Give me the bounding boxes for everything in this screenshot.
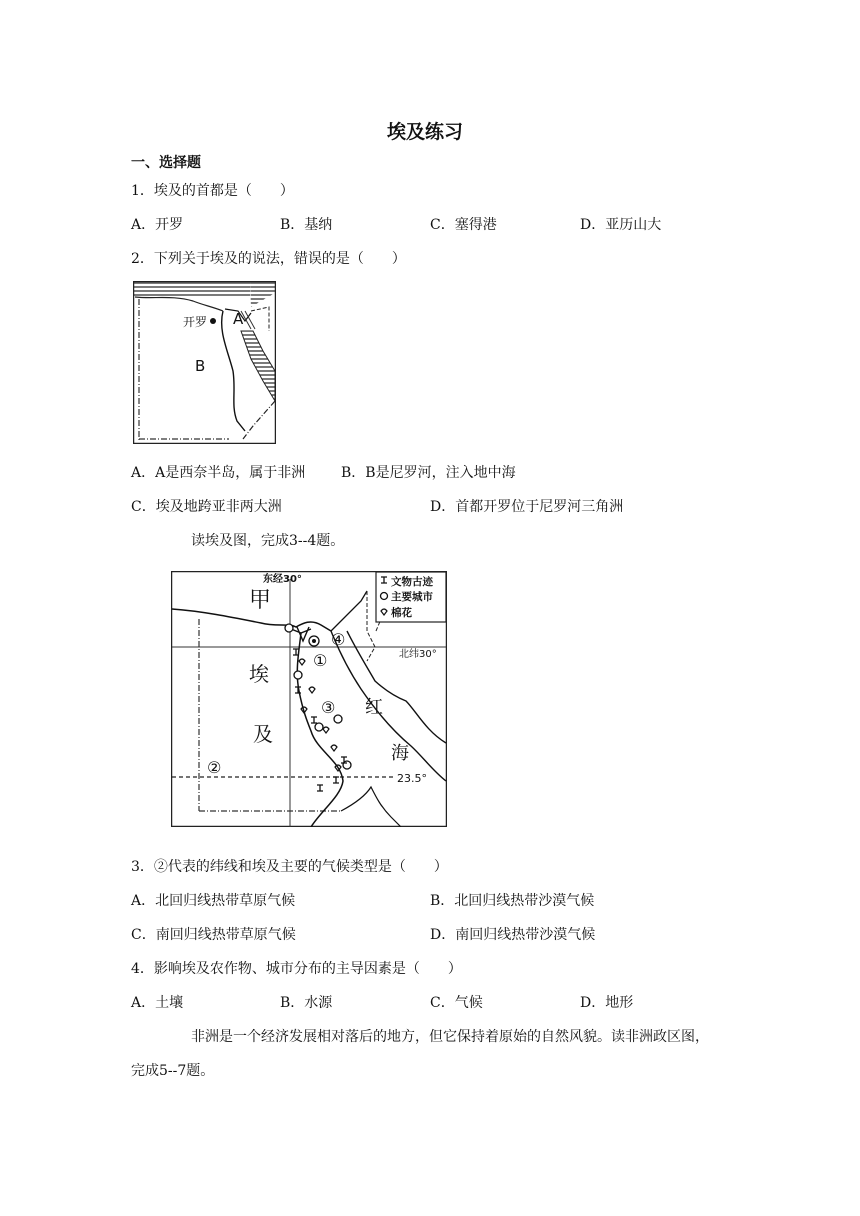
q1-option-b: B．基纳 <box>280 217 333 233</box>
marker-2: ② <box>207 758 222 777</box>
page-title: 埃及练习 <box>387 121 464 143</box>
egypt-map-detailed <box>171 571 447 827</box>
legend-relic-label: 文物古迹 <box>391 576 433 588</box>
intro-questions-5-7-line1: 非洲是一个经济发展相对落后的地方，但它保持着原始的自然风貌。读非洲政区图， <box>191 1029 709 1045</box>
label-jia: 甲 <box>249 588 272 613</box>
city-minya <box>294 671 302 679</box>
lon-label: 东经30° <box>263 574 302 585</box>
q1-option-d: D．亚历山大 <box>580 217 662 233</box>
q3-option-b: B．北回归线热带沙漠气候 <box>430 893 595 909</box>
city-asyut <box>315 723 323 731</box>
label-country-1: 埃 <box>249 662 269 686</box>
marker-1: ① <box>313 651 328 670</box>
city-alexandria <box>285 624 293 632</box>
q2-option-a: A．A是西奈半岛，属于非洲 <box>131 465 306 481</box>
tropic-label: 23.5° <box>397 772 427 785</box>
legend-city-label: 主要城市 <box>391 591 433 603</box>
label-sea-2: 海 <box>391 743 409 764</box>
question-3-stem: 3．②代表的纬线和埃及主要的气候类型是（ ） <box>131 859 448 875</box>
q3-option-a: A．北回归线热带草原气候 <box>131 893 296 909</box>
q4-option-a: A．土壤 <box>131 995 184 1011</box>
intro-questions-5-7-line2: 完成5--7题。 <box>131 1063 215 1079</box>
lat-label: 北纬30° <box>399 649 437 660</box>
label-country-2: 及 <box>253 722 273 746</box>
q2-option-c: C．埃及地跨亚非两大洲 <box>131 499 282 515</box>
q1-option-c: C．塞得港 <box>430 217 497 233</box>
marker-4: ④ <box>331 630 346 649</box>
label-sea-1: 红 <box>365 697 383 718</box>
label-b: B <box>195 357 206 375</box>
q4-option-b: B．水源 <box>280 995 333 1011</box>
label-a: A <box>233 310 244 328</box>
mediterranean-hatch <box>134 282 250 298</box>
question-4-stem: 4．影响埃及农作物、城市分布的主导因素是（ ） <box>131 961 462 977</box>
q1-option-a: A．开罗 <box>131 217 184 233</box>
q4-option-c: C．气候 <box>430 995 483 1011</box>
egypt-map-small <box>133 281 276 444</box>
q2-option-b: B．B是尼罗河，注入地中海 <box>341 465 516 481</box>
section-heading: 一、选择题 <box>131 155 201 171</box>
cairo-label: 开罗 <box>183 315 208 329</box>
question-2-stem: 2．下列关于埃及的说法，错误的是（ ） <box>131 251 406 267</box>
legend-cotton-label: 棉花 <box>391 607 412 619</box>
cairo-dot <box>210 318 216 324</box>
legend-city-icon <box>381 593 388 600</box>
intro-questions-3-4: 读埃及图，完成3--4题。 <box>191 533 345 549</box>
q2-option-d: D．首都开罗位于尼罗河三角洲 <box>430 499 624 515</box>
q4-option-d: D．地形 <box>580 995 634 1011</box>
q3-option-c: C．南回归线热带草原气候 <box>131 927 296 943</box>
q3-option-d: D．南回归线热带沙漠气候 <box>430 927 596 943</box>
question-1-stem: 1．埃及的首都是（ ） <box>131 183 294 199</box>
marker-3: ③ <box>321 698 336 717</box>
